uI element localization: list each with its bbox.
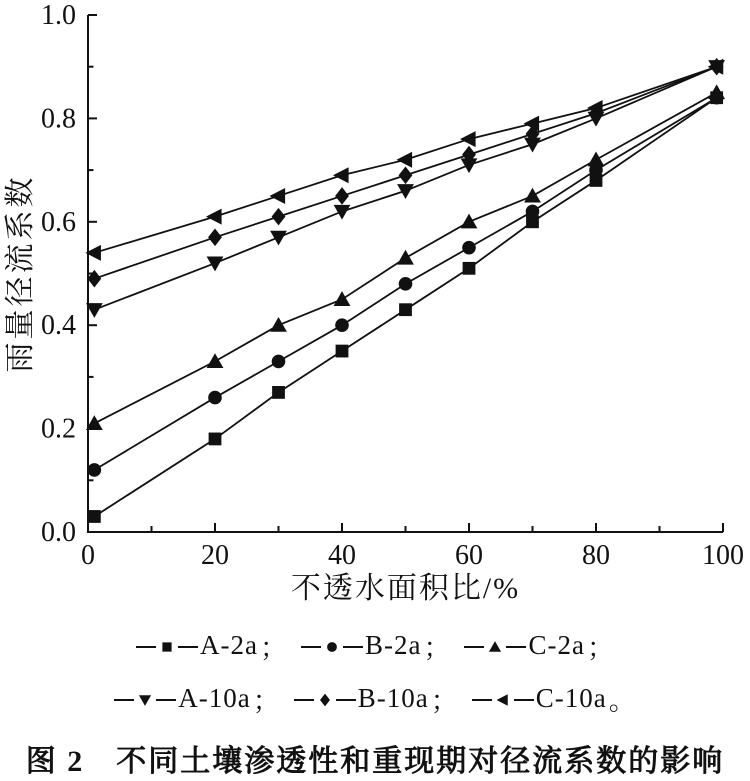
legend-label: A-2a bbox=[200, 630, 258, 660]
triangle-up-marker bbox=[588, 152, 605, 167]
legend-item-C-2a bbox=[464, 626, 613, 665]
square-marker bbox=[88, 510, 101, 523]
triangle-left-marker bbox=[460, 131, 476, 147]
triangle-up-marker bbox=[461, 214, 478, 229]
circle-marker bbox=[399, 277, 413, 291]
x-tick-label: 60 bbox=[455, 540, 483, 571]
x-tick-label: 40 bbox=[328, 540, 356, 571]
legend-separator: ； bbox=[423, 633, 451, 663]
square-marker bbox=[336, 345, 349, 358]
circle-marker bbox=[526, 205, 540, 219]
legend-key-triangle-up bbox=[464, 633, 526, 659]
triangle-down-icon bbox=[139, 695, 151, 706]
legend-key-circle bbox=[301, 633, 363, 659]
triangle-up-marker bbox=[270, 317, 287, 332]
x-tick-label: 0 bbox=[81, 540, 95, 571]
axis-lines bbox=[88, 15, 723, 532]
y-tick-label: 0.8 bbox=[41, 103, 76, 135]
triangle-down-marker bbox=[207, 257, 224, 272]
legend-item-A-10a bbox=[114, 679, 279, 718]
triangle-up-marker bbox=[207, 353, 224, 368]
triangle-down-marker bbox=[334, 205, 351, 220]
triangle-down-marker bbox=[270, 231, 287, 246]
diamond-marker bbox=[272, 208, 286, 226]
circle-marker bbox=[88, 463, 102, 477]
triangle-left-marker bbox=[333, 167, 349, 183]
triangle-down-marker bbox=[397, 184, 414, 199]
legend-key-square bbox=[136, 633, 198, 659]
triangle-left-marker bbox=[270, 188, 286, 204]
triangle-left-icon bbox=[496, 694, 507, 706]
square-marker bbox=[399, 303, 412, 316]
circle-marker bbox=[462, 241, 476, 255]
legend-item-B-10a bbox=[294, 679, 458, 718]
y-tick-label: 0.2 bbox=[41, 413, 76, 445]
legend-separator: ； bbox=[430, 686, 458, 716]
triangle-left-marker bbox=[397, 152, 413, 168]
legend-separator: ； bbox=[252, 686, 280, 716]
triangle-left-marker bbox=[206, 209, 222, 225]
diamond-icon bbox=[320, 693, 330, 706]
legend-key-diamond bbox=[294, 686, 356, 712]
square-marker bbox=[463, 262, 476, 275]
square-icon bbox=[162, 642, 171, 651]
square-marker bbox=[209, 433, 222, 446]
x-tick-label: 80 bbox=[582, 540, 610, 571]
legend-key-triangle-down bbox=[114, 686, 176, 712]
legend-separator: 。 bbox=[608, 686, 636, 716]
triangle-up-marker bbox=[334, 291, 351, 306]
legend-row-1 bbox=[136, 626, 614, 665]
circle-icon bbox=[327, 642, 337, 652]
diamond-marker bbox=[399, 166, 413, 184]
legend-label: B-2a bbox=[365, 630, 422, 660]
square-marker bbox=[272, 386, 285, 399]
y-tick-label: 0.6 bbox=[41, 206, 76, 238]
triangle-up-marker bbox=[524, 188, 541, 203]
series-C-2a bbox=[86, 84, 725, 430]
legend-separator: ； bbox=[586, 633, 614, 663]
x-tick-label: 20 bbox=[201, 540, 229, 571]
circle-marker bbox=[272, 355, 286, 369]
y-tick-label: 0.0 bbox=[41, 517, 76, 548]
figure-caption: 图 2 不同土壤渗透性和重现期对径流系数的影响 bbox=[25, 745, 725, 778]
legend-item-C-10a bbox=[472, 679, 636, 718]
legend-label: B-10a bbox=[357, 683, 429, 713]
legend-label: C-2a bbox=[528, 630, 585, 660]
diamond-marker bbox=[208, 229, 222, 247]
chart-legend bbox=[0, 626, 750, 718]
series-B-2a bbox=[88, 91, 724, 477]
circle-marker bbox=[208, 391, 222, 405]
legend-separator: ； bbox=[260, 633, 287, 663]
y-tick-label: 1.0 bbox=[41, 0, 76, 31]
circle-marker bbox=[335, 318, 349, 332]
x-tick-label: 100 bbox=[702, 540, 744, 571]
legend-key-triangle-left bbox=[472, 686, 534, 712]
triangle-up-marker bbox=[397, 250, 414, 265]
x-axis-title: 不透水面积比/% bbox=[290, 572, 521, 605]
legend-label: A-10a bbox=[178, 683, 251, 713]
y-tick-label: 0.4 bbox=[41, 310, 76, 342]
legend-item-A-2a bbox=[136, 626, 287, 665]
triangle-up-icon bbox=[489, 641, 501, 652]
diamond-marker bbox=[335, 187, 349, 205]
axes bbox=[41, 0, 744, 571]
legend-row-2 bbox=[114, 679, 635, 718]
legend-label: C-10a bbox=[535, 683, 607, 713]
legend-item-B-2a bbox=[301, 626, 450, 665]
y-axis-title: 雨量径流系数 bbox=[4, 174, 37, 373]
